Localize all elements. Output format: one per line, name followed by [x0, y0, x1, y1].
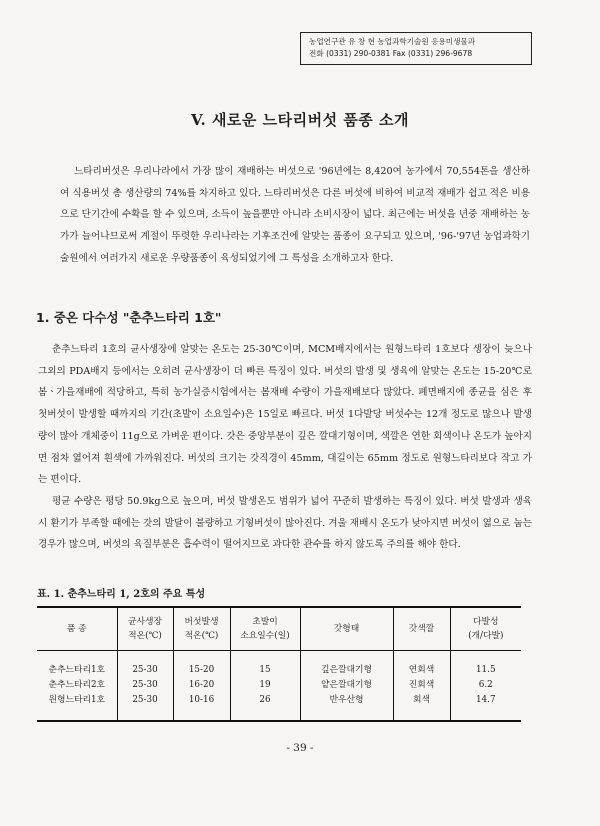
table-row: [37, 693, 521, 721]
table-header-row: [37, 607, 521, 651]
table-cell: 진회색: [393, 678, 450, 693]
table-cell: 춘추느타리1호: [48, 665, 106, 675]
table-row: [37, 678, 521, 693]
table-cell: 16-20: [173, 678, 230, 693]
table-row: [37, 651, 521, 679]
table-cell: 14.7: [450, 693, 521, 721]
intro-section: [60, 161, 530, 270]
header-mycelium-temp: 균사생장 적온(℃): [117, 607, 173, 651]
chapter-title: V. 새로운 느타리버섯 품종 소개: [190, 111, 409, 129]
header-cluster-count: 다발성 (개/다발): [450, 607, 521, 651]
contact-box: [300, 32, 532, 65]
header-fruiting-temp: 버섯발생 적온(℃): [173, 607, 230, 651]
body-paragraph-1: 춘추느타리 1호의 균사생장에 알맞는 온도는 25-30℃이며, MCM배지에서는 원형느타리 1호보다 생장이 늦으나 그외의 PDA배지 등에서는 오히려 균사생장이 더 빠른 특징이 있다. 버섯의 발생 및 생육에 알맞는 온도는 15-20℃로 봄ㆍ가을재배에 적당하고, 특히 농가실증시험에서는 봄재배 수량이 가을재배보다 많았다. 폐면배지에 종균을 심은 후 첫버섯이 발생할 때까지의 기간(초발이 소요일수)은 15일로 빠르다. 버섯 1다발당 버섯수는 12개 정도로 많으나 발생량이 많아 개체중이 11g으로 가벼운 편이다. 갓은 중앙부분이 깊은 깔대기형이며, 색깔은 연한 회색이나 온도가 높아지면 점차 엷어져 흰색에 가까워진다. 버섯의 크기는 갓직경이 45mm, 대길이는 65mm 정도로 원형느타리보다 작고 가는 편이다.: [38, 344, 532, 486]
section-body-2: [38, 491, 532, 556]
table-cell: 25-30: [117, 693, 173, 721]
table-cell: 15: [230, 651, 300, 679]
section-heading: 1. 중온 다수성 "춘추느타리 1호": [36, 310, 222, 325]
table-cell: 19: [230, 678, 300, 693]
table-cell: 6.2: [450, 678, 521, 693]
table-caption: 표. 1. 춘추느타리 1, 2호의 주요 특성: [37, 589, 206, 600]
table-cell: 얕은깔대기형: [300, 678, 393, 693]
header-first-flush-days: 초발이 소요일수(일): [230, 607, 300, 651]
table-cell: 11.5: [450, 651, 521, 679]
table-cell: 반우산형: [300, 693, 393, 721]
intro-paragraph: 느타리버섯은 우리나라에서 가장 많이 재배하는 버섯으로 '96년에는 8,420여 농가에서 70,554톤을 생산하여 식용버섯 총 생산량의 74%를 차지하고 있다. 느타리버섯은 다른 버섯에 비하여 비교적 재배가 쉽고 적은 비용으로 단기간에 수확을 할 수 있으며, 소득이 높을뿐만 아니라 소비시장이 넓다. 최근에는 버섯을 년중 재배하는 농가가 늘어나므로써 계절이 뚜렷한 우리나라는 기후조건에 알맞는 품종이 요구되고 있으며, '96-'97년 농업과학기술원에서 여러가지 새로운 우량품종이 육성되었기에 그 특성을 소개하고자 한다.: [60, 166, 530, 264]
header-cultivar: 품 종: [37, 607, 117, 651]
table-cell: 15-20: [173, 651, 230, 679]
table-cell: 깊은깔대기형: [300, 651, 393, 679]
table-cell: 26: [230, 693, 300, 721]
table-cell: 10-16: [173, 693, 230, 721]
page-number: - 39 -: [286, 742, 314, 754]
table-cell: 25-30: [117, 651, 173, 679]
table-cell: 원형느타리1호: [37, 693, 117, 721]
header-cap-color: 갓색깔: [393, 607, 450, 651]
table-cell: 연회색: [393, 651, 450, 679]
contact-name-line: 농업연구관 유 창 현 농업과학기술원 응용미생물과: [309, 37, 476, 46]
table-cell: 회색: [393, 693, 450, 721]
characteristics-table: [37, 606, 521, 722]
contact-phone-line: 전화 (0331) 290-0381 Fax (0331) 296-9678: [309, 49, 473, 58]
body-paragraph-2: 평균 수량은 평당 50.9kg으로 높으며, 버섯 발생온도 범위가 넓어 꾸준히 발생하는 특징이 있다. 버섯 발생과 생육시 환기가 부족할 때에는 갓의 발달이 불량하고 기형버섯이 많아진다. 겨울 재배시 온도가 낮아지면 버섯이 엷으로 눕는 경우가 많으며, 버섯의 육질부분은 흡수력이 떨어지므로 과다한 관수를 하지 않도록 주의를 해야 한다.: [38, 496, 532, 551]
table-cell: 25-30: [117, 678, 173, 693]
header-cap-shape: 갓형태: [300, 607, 393, 651]
section-body: [38, 339, 532, 491]
table-cell: 춘추느타리2호: [48, 680, 106, 690]
